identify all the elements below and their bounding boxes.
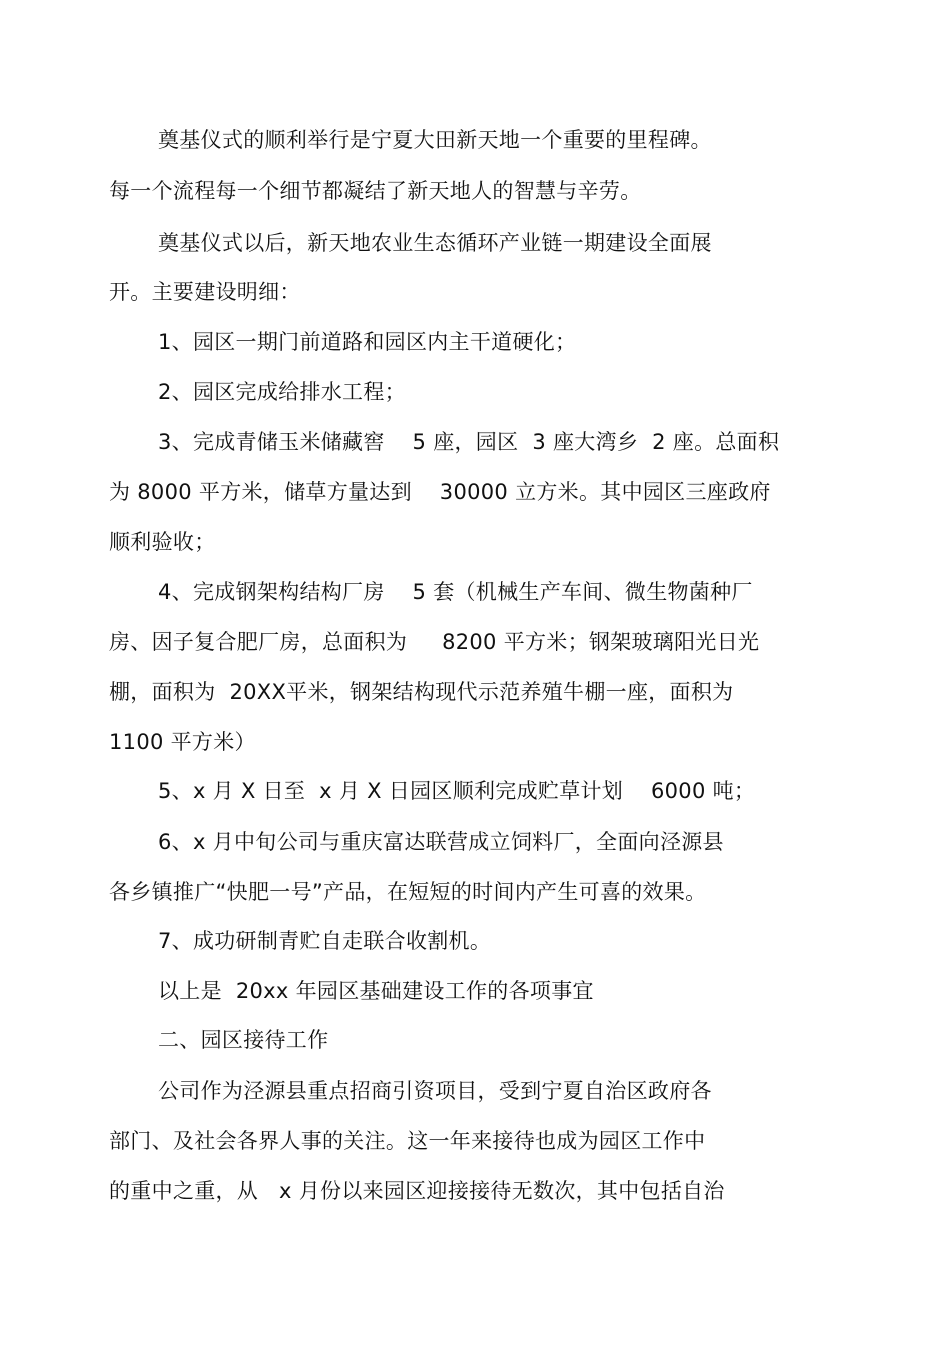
list-item-line: 1、园区一期门前道路和园区内主干道硬化； [158, 330, 577, 354]
paragraph-line: 奠基仪式的顺利举行是宁夏大田新天地一个重要的里程碑。 [158, 128, 712, 152]
list-item-line: 3、完成青储玉米储藏窖 5 座，园区 3 座大湾乡 2 座。总面积 [158, 430, 780, 454]
paragraph-line: 以上是 20xx 年园区基础建设工作的各项事宜 [158, 979, 594, 1003]
paragraph-line: 奠基仪式以后，新天地农业生态循环产业链一期建设全面展 [158, 231, 712, 255]
list-item-line: 为 8000 平方米，储草方量达到 30000 立方米。其中园区三座政府 [109, 480, 771, 504]
list-item-line: 5、x 月 X 日至 x 月 X 日园区顺利完成贮草计划 6000 吨； [158, 779, 756, 803]
list-item-line: 2、园区完成给排水工程； [158, 380, 406, 404]
list-item-line: 1100 平方米） [109, 730, 256, 754]
list-item-line: 6、x 月中旬公司与重庆富达联营成立饲料厂，全面向泾源县 [158, 830, 724, 854]
list-item-line: 各乡镇推广“快肥一号”产品，在短短的时间内产生可喜的效果。 [109, 880, 707, 904]
list-item-line: 房、因子复合肥厂房，总面积为 8200 平方米；钢架玻璃阳光日光 [109, 630, 760, 654]
list-item-line: 顺利验收； [109, 530, 216, 554]
section-heading: 二、园区接待工作 [158, 1028, 329, 1052]
paragraph-line: 每一个流程每一个细节都凝结了新天地人的智慧与辛劳。 [109, 179, 642, 203]
list-item-line: 4、完成钢架构结构厂房 5 套（机械生产车间、微生物菌种厂 [158, 580, 753, 604]
list-item-line: 7、成功研制青贮自走联合收割机。 [158, 929, 492, 953]
paragraph-line: 的重中之重，从 x 月份以来园区迎接接待无数次，其中包括自治 [109, 1179, 725, 1203]
list-item-line: 棚，面积为 20XX平米，钢架结构现代示范养殖牛棚一座，面积为 [109, 680, 734, 704]
paragraph-line: 部门、及社会各界人事的关注。这一年来接待也成为园区工作中 [109, 1129, 706, 1153]
paragraph-line: 开。主要建设明细： [109, 280, 301, 304]
paragraph-line: 公司作为泾源县重点招商引资项目，受到宁夏自治区政府各 [158, 1079, 712, 1103]
